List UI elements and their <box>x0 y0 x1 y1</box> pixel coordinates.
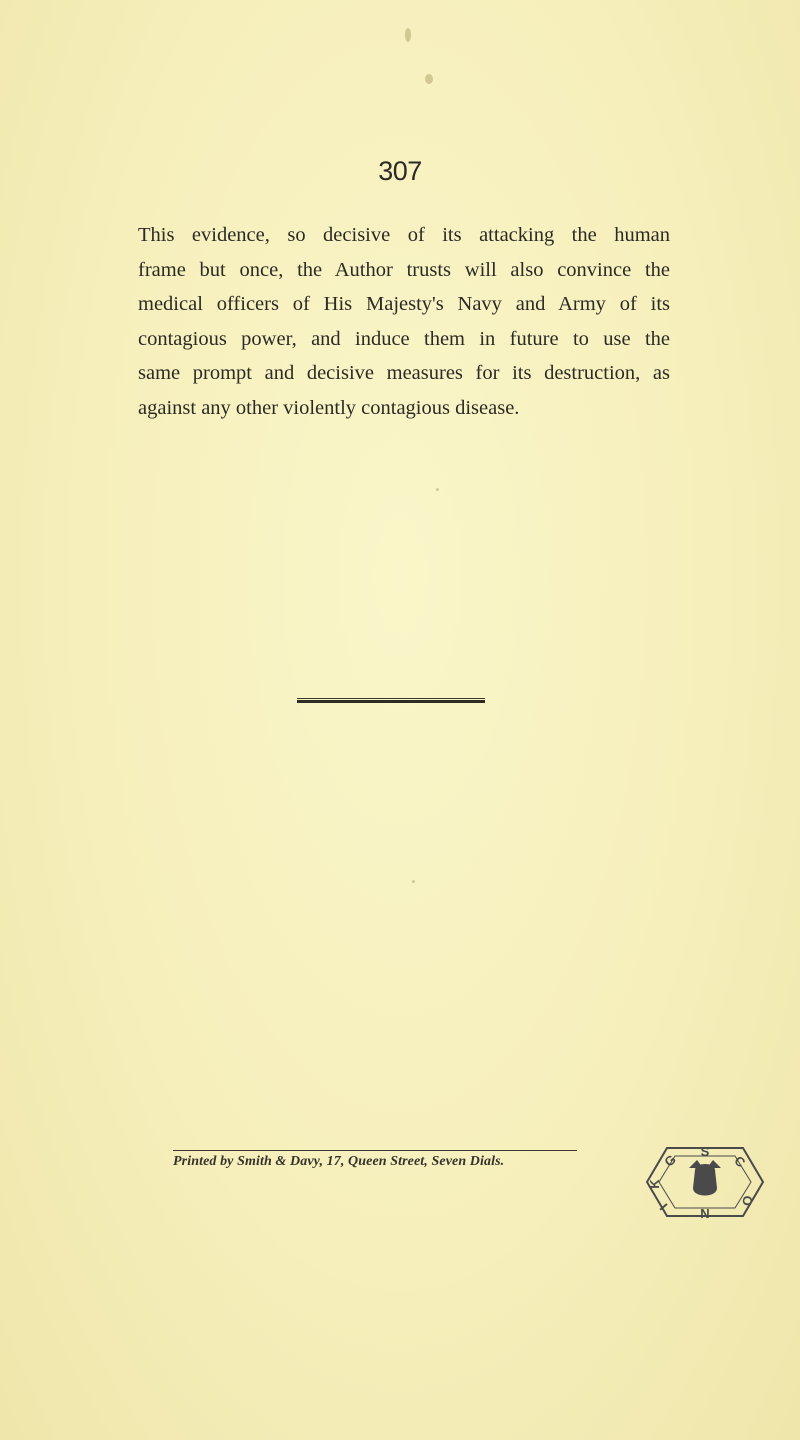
paper-speck <box>412 880 415 883</box>
stamp-letter: K <box>647 1179 662 1189</box>
text-line: contagious power, and induce them in future to use the <box>138 327 670 350</box>
page-number: 307 <box>378 156 422 186</box>
text-line: against any other violently contagious disease. <box>138 396 520 419</box>
paper-speck <box>436 488 439 491</box>
stamp-letter: S <box>700 1144 710 1159</box>
text-line: This evidence, so decisive of its attacking the human <box>138 224 670 246</box>
stamp-letter: N <box>700 1206 710 1221</box>
stamp-letter: O <box>739 1194 756 1208</box>
section-rule <box>297 698 485 703</box>
text-line: frame but once, the Author trusts will also convince the <box>138 258 670 281</box>
printer-imprint: Printed by Smith & Davy, 17, Queen Street, Seven Dials. <box>173 1150 577 1170</box>
paper-speck <box>405 28 411 42</box>
paper-speck <box>425 74 433 84</box>
stamp-letter: I <box>656 1200 671 1214</box>
stamp-letter: G <box>661 1151 679 1170</box>
body-paragraph <box>138 218 670 426</box>
stamp-letter: C <box>731 1152 749 1171</box>
text-line: same prompt and decisive measures for its destruction, as <box>138 362 670 385</box>
library-stamp-icon <box>645 1138 765 1226</box>
text-line: medical officers of His Majesty's Navy and Army of its <box>138 293 670 316</box>
